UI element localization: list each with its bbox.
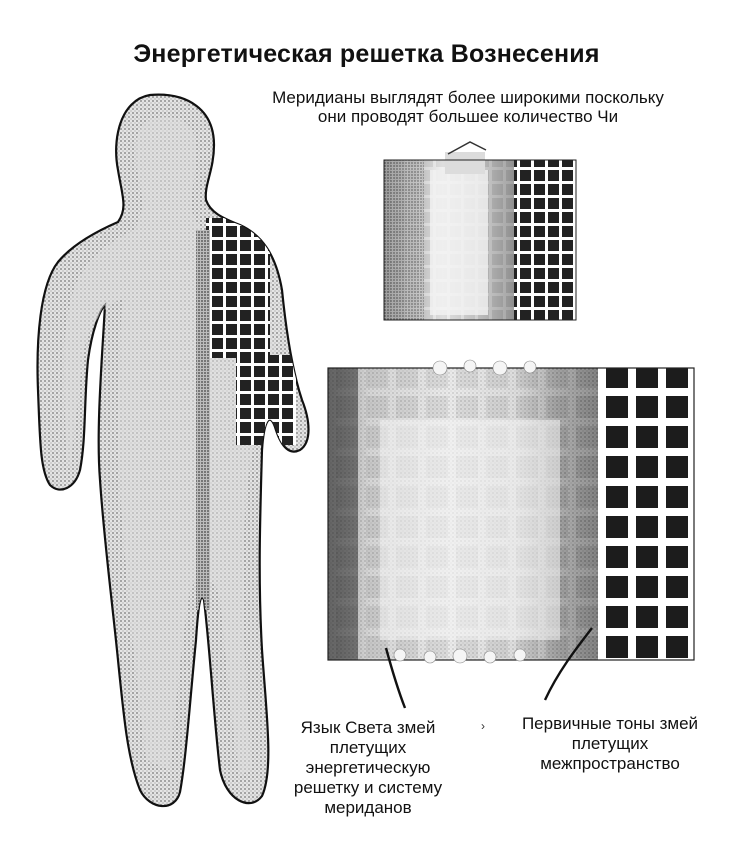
meridian-grid [384,142,576,320]
primary-tones-caption [500,714,720,774]
energy-lattice-grid [328,360,694,663]
tones-caption-line-2: плетущих [571,734,649,753]
language-caption-line-1: Язык Света змей [300,718,436,737]
meridian-caption-line-2: они проводят большее количество Чи [317,107,619,126]
language-caption-line-5: мериданов [324,798,412,817]
arrow-mark: › [481,719,485,733]
tones-caption-line-3: межпространство [540,754,680,773]
language-caption-line-4: решетку и систему [293,778,443,797]
tones-caption-line-1: Первичные тоны змей [521,714,699,733]
language-caption-line-2: плетущих [329,738,407,757]
meridian-caption-line-1: Меридианы выглядят более широкими поскольку [272,88,664,107]
language-of-light-caption [268,718,468,818]
human-figure [38,95,309,806]
language-caption-line-3: энергетическую [305,758,431,777]
diagram-title: Энергетическая решетка Вознесения [133,40,600,68]
